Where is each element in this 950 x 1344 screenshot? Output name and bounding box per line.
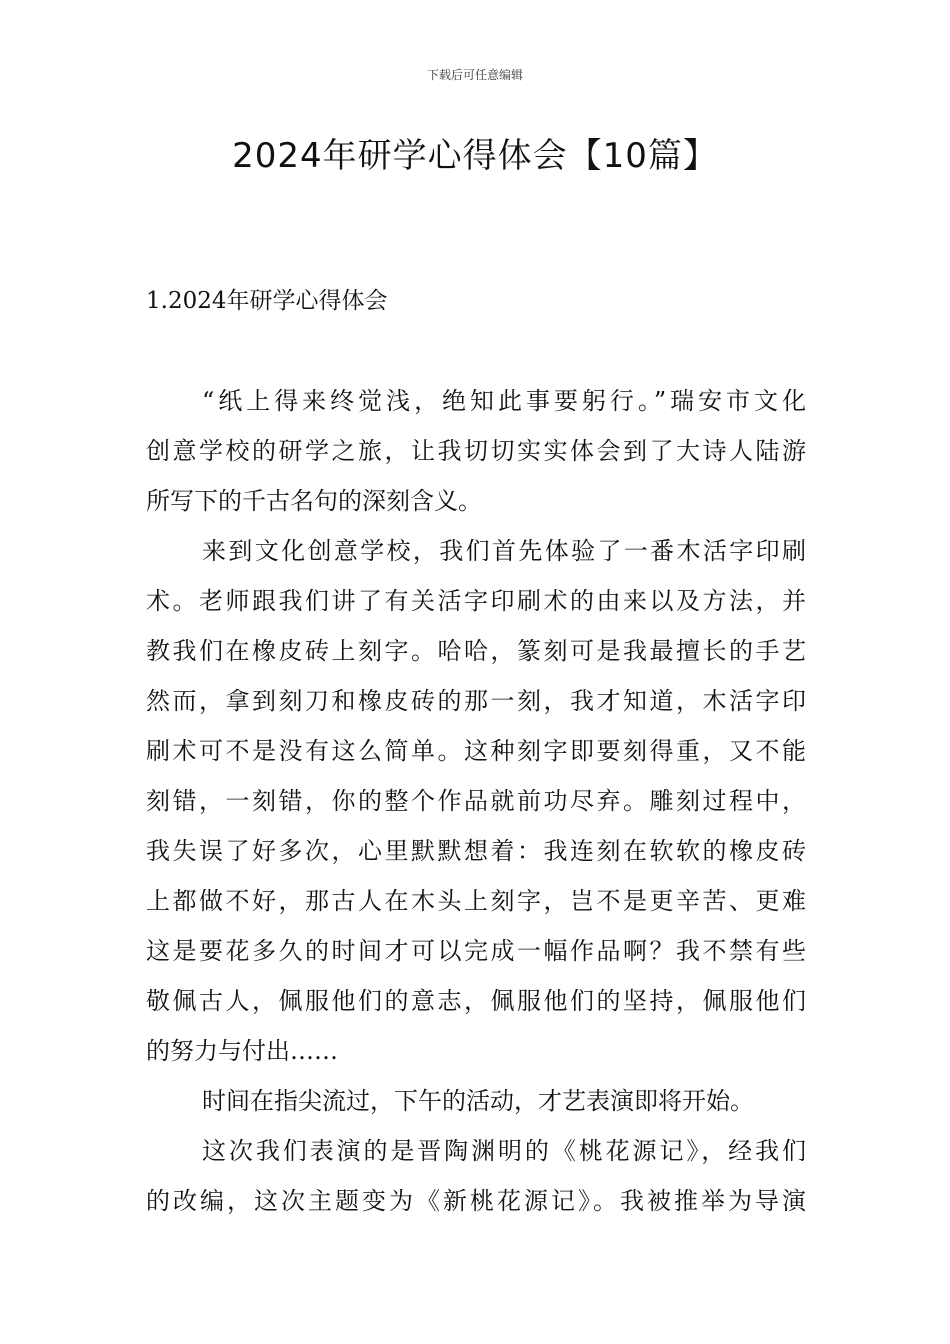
paragraph-line: 刻错，一刻错，你的整个作品就前功尽弃。雕刻过程中， — [146, 787, 806, 815]
paragraph-line: 的改编，这次主题变为《新桃花源记》。我被推举为导演 — [146, 1187, 806, 1215]
document-title: 2024年研学心得体会【10篇】 — [232, 136, 718, 176]
paragraph-line: 来到文化创意学校，我们首先体验了一番木活字印刷 — [202, 537, 806, 565]
paragraph-line: 敬佩古人，佩服他们的意志，佩服他们的坚持，佩服他们 — [146, 987, 806, 1015]
paragraph-line: 时间在指尖流过，下午的活动，才艺表演即将开始。 — [202, 1087, 754, 1115]
header-note: 下载后可任意编辑 — [426, 68, 523, 82]
paragraph-1 — [146, 376, 806, 526]
section-heading: 1.2024年研学心得体会 — [146, 288, 388, 314]
paragraph-line: 所写下的千古名句的深刻含义。 — [146, 487, 482, 515]
paragraph-3 — [146, 1076, 806, 1126]
paragraph-line: 上都做不好，那古人在木头上刻字，岂不是更辛苦、更难 — [146, 887, 806, 915]
paragraph-line: 然而，拿到刻刀和橡皮砖的那一刻，我才知道，木活字印 — [146, 687, 806, 715]
paragraph-4 — [146, 1126, 806, 1226]
paragraph-line: 这次我们表演的是晋陶渊明的《桃花源记》，经我们 — [202, 1137, 806, 1165]
paragraph-line: “纸上得来终觉浅，绝知此事要躬行。”瑞安市文化 — [202, 387, 806, 415]
paragraph-line: 创意学校的研学之旅，让我切切实实体会到了大诗人陆游 — [146, 437, 806, 465]
document-body — [146, 376, 806, 1226]
paragraph-line: 的努力与付出…… — [146, 1037, 338, 1065]
paragraph-line: 刷术可不是没有这么简单。这种刻字即要刻得重，又不能 — [146, 737, 806, 765]
paragraph-line: 这是要花多久的时间才可以完成一幅作品啊？我不禁有些 — [146, 937, 806, 965]
paragraph-2 — [146, 526, 806, 1076]
paragraph-line: 术。老师跟我们讲了有关活字印刷术的由来以及方法，并 — [146, 587, 806, 615]
paragraph-line: 教我们在橡皮砖上刻字。哈哈，篆刻可是我最擅长的手艺 — [146, 637, 806, 665]
paragraph-line: 我失误了好多次，心里默默想着：我连刻在软软的橡皮砖 — [146, 837, 806, 865]
